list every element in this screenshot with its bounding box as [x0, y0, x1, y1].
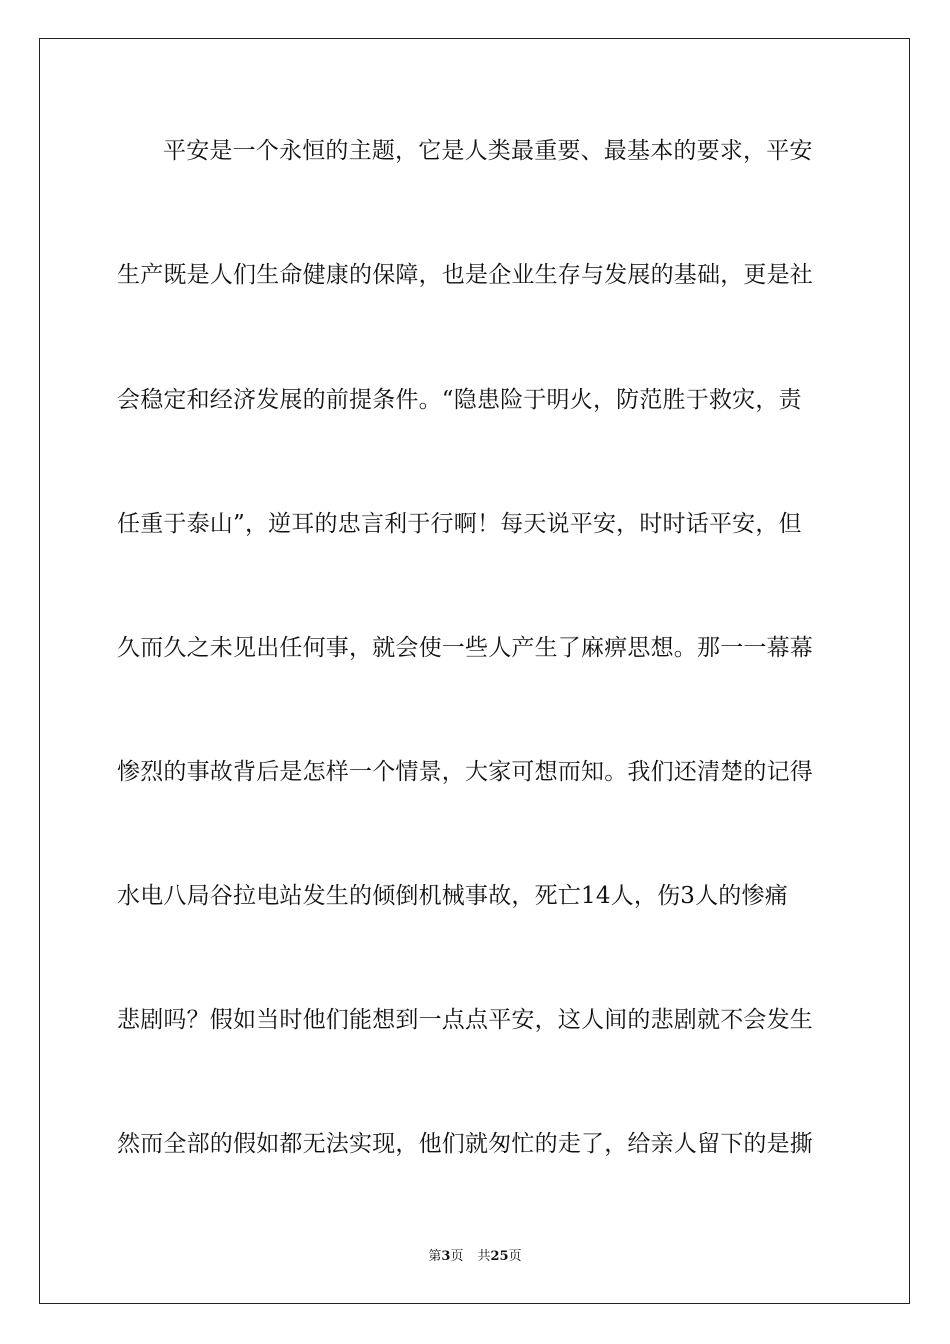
paragraph-line-9: 然而全部的假如都无法实现，他们就匆忙的走了，给亲人留下的是撕: [117, 1131, 813, 1157]
page-prefix: 第: [428, 1249, 442, 1264]
paragraph-line-5: 久而久之未见出任何事，就会使一些人产生了麻痹思想。那一一幕幕: [117, 635, 813, 661]
total-pages: 25: [490, 1249, 509, 1264]
paragraph-line-4: 任重于泰山”，逆耳的忠言利于行啊！每天说平安，时时话平安，但: [117, 511, 802, 537]
total-prefix: 共: [477, 1249, 491, 1264]
total-suffix: 页: [508, 1249, 522, 1264]
paragraph-line-6: 惨烈的事故背后是怎样一个情景，大家可想而知。我们还清楚的记得: [117, 759, 813, 785]
page-suffix: 页: [450, 1249, 464, 1264]
paragraph-line-1: 平安是一个永恒的主题，它是人类最重要、最基本的要求，平安: [163, 138, 813, 164]
page-number: 3: [441, 1249, 451, 1264]
page-border: [39, 38, 910, 1304]
paragraph-line-8: 悲剧吗？假如当时他们能想到一点点平安，这人间的悲剧就不会发生: [117, 1007, 813, 1033]
paragraph-line-7: 水电八局谷拉电站发生的倾倒机械事故，死亡14人，伤3人的惨痛: [117, 883, 788, 909]
paragraph-line-3: 会稳定和经济发展的前提条件。“隐患险于明火，防范胜于救灾，责: [117, 387, 802, 413]
page-footer: [0, 1248, 950, 1266]
paragraph-line-2: 生产既是人们生命健康的保障，也是企业生存与发展的基础，更是社: [117, 262, 813, 288]
